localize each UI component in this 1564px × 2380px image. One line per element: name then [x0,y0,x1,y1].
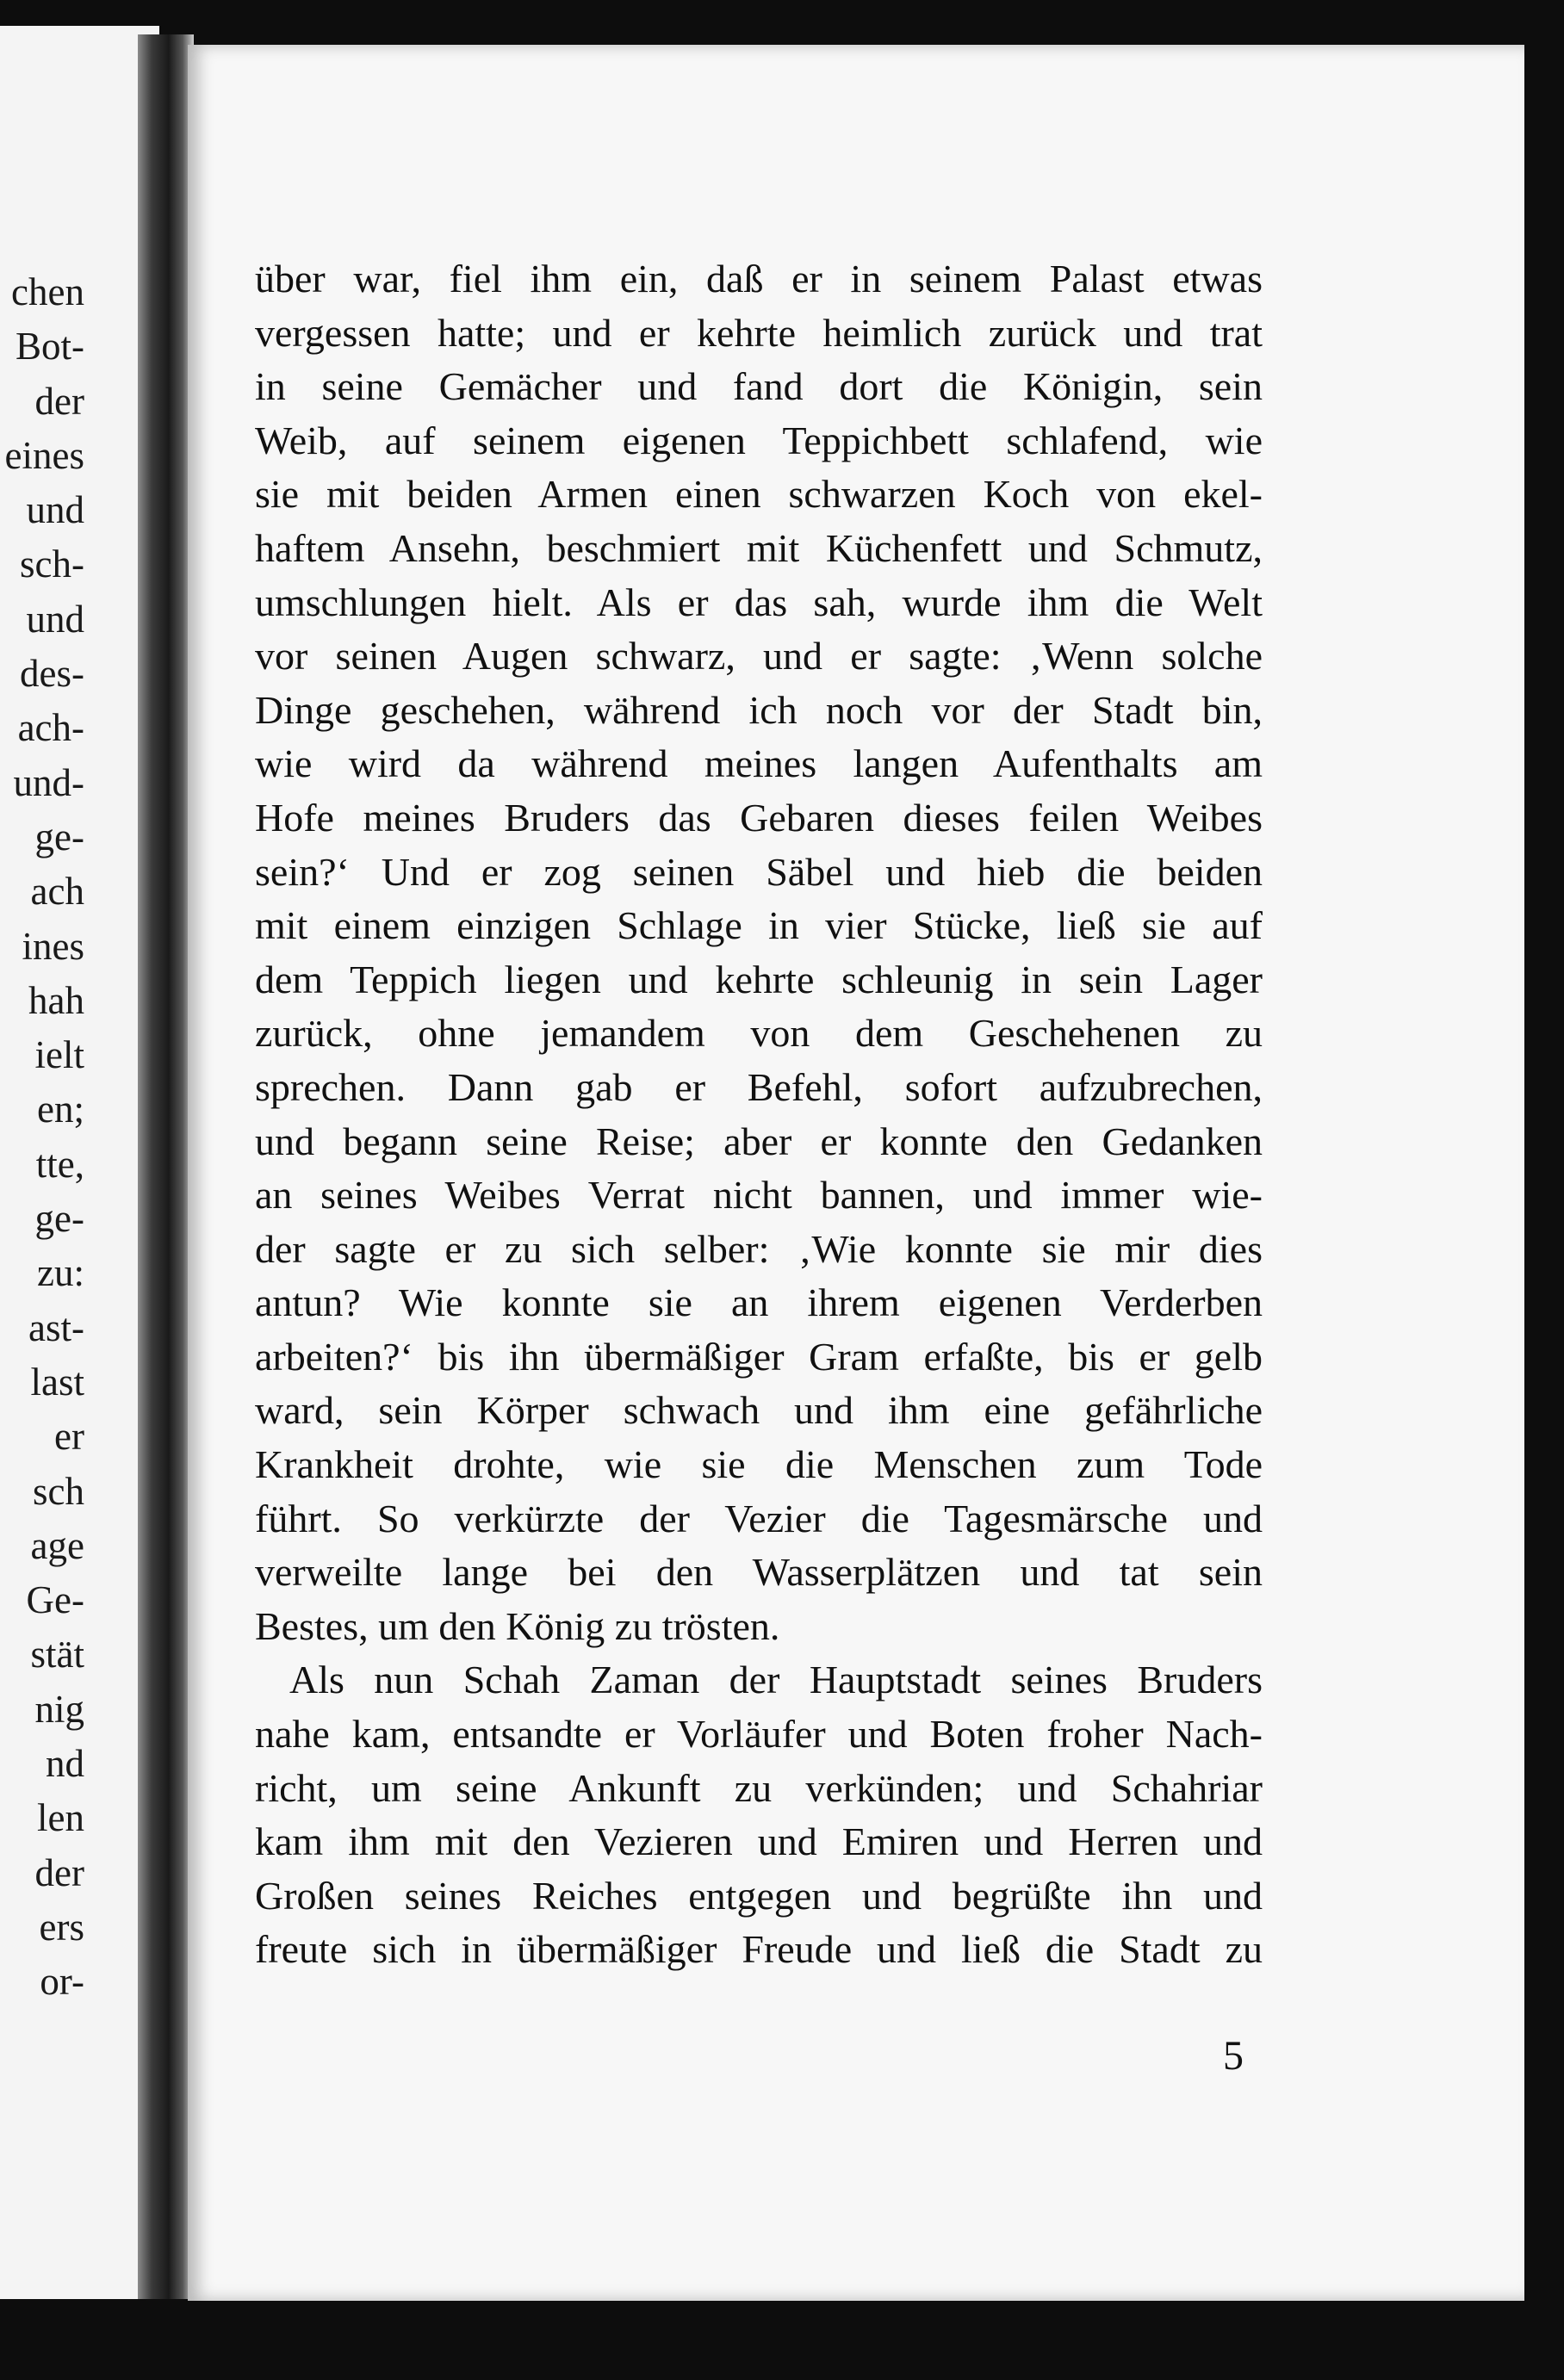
page-body-text [255,252,1263,1977]
text-line: Krankheit drohte, wie sie die Menschen zum Tode [255,1442,1263,1487]
text-line: Als nun Schah Zaman der Hauptstadt seines Bruders [289,1658,1263,1702]
text-line: zurück, ohne jemandem von dem Geschehenen zu [255,1011,1263,1056]
left-page-line: Ge- [26,1578,84,1622]
text-line: und begann seine Reise; aber er konnte den Gedanken [255,1119,1263,1163]
text-line: Großen seines Reiches entgegen und begrüßte ihn und [255,1873,1263,1918]
left-page-line: ielt [34,1033,84,1077]
left-page-line: last [30,1360,84,1404]
left-page-line: ines [22,924,84,968]
text-line: antun? Wie konnte sie an ihrem eigenen Verderben [255,1280,1263,1325]
text-line: an seines Weibes Verrat nicht bannen, und immer wie- [255,1173,1263,1218]
left-page-line: und- [13,760,84,804]
text-line: führt. So verkürzte der Vezier die Tagesmärsche und [255,1496,1263,1540]
text-line: Weib, auf seinem eigenen Teppichbett schlafend, wie [255,418,1263,462]
left-page-line: ers [39,1905,84,1949]
text-line: wie wird da während meines langen Aufenthalts am [255,741,1263,786]
text-line: sein?‘ Und er zog seinen Säbel und hieb die beiden [255,849,1263,894]
text-line: freute sich in übermäßiger Freude und ließ die Stadt zu [255,1927,1263,1972]
left-page-line: der [34,379,84,423]
book-gutter [138,34,194,2299]
left-page-line: er [54,1415,84,1459]
left-page-line: en; [37,1088,84,1131]
text-line: kam ihm mit den Vezieren und Emiren und Herren und [255,1819,1263,1864]
text-line: sprechen. Dann gab er Befehl, sofort aufzubrechen, [255,1064,1263,1109]
text-line: haftem Ansehn, beschmiert mit Küchenfett und Schmutz, [255,525,1263,570]
left-page-line: ge- [34,1197,84,1241]
text-line: richt, um seine Ankunft zu verkünden; und Schahriar [255,1765,1263,1810]
text-line: dem Teppich liegen und kehrte schleunig in sein Lager [255,957,1263,1001]
left-page-line: nig [34,1687,84,1731]
left-page-line: eines [4,433,84,477]
left-page-line: und [26,488,84,532]
left-page-line: sch- [20,542,84,586]
text-line: mit einem einzigen Schlage in vier Stücke, ließ sie auf [255,903,1263,948]
left-page-line: ach- [17,706,84,750]
text-line: sie mit beiden Armen einen schwarzen Koch von ekel- [255,472,1263,517]
left-page-line: zu: [37,1251,84,1295]
left-page-line: ach [30,870,84,914]
left-page-line: ge- [34,815,84,858]
text-line: ward, sein Körper schwach und ihm eine gefährliche [255,1388,1263,1433]
left-page-line: chen [11,270,84,313]
left-page-line: or- [40,1960,84,2004]
text-line: in seine Gemächer und fand dort die Königin, sein [255,364,1263,409]
text-line: verweilte lange bei den Wasserplätzen und tat sein [255,1550,1263,1595]
text-line: Bestes, um den König zu trösten. [255,1603,780,1648]
left-page [0,26,159,2299]
left-page-line: age [30,1523,84,1567]
left-page-line: sch [33,1469,84,1513]
text-line: Hofe meines Bruders das Gebaren dieses feilen Weibes [255,795,1263,840]
left-page-line: ast- [28,1305,84,1349]
left-page-line: des- [20,652,84,696]
left-page-line: und [26,597,84,641]
left-page-line: der [34,1850,84,1894]
left-page-line: nd [46,1742,84,1786]
text-line: umschlungen hielt. Als er das sah, wurde ihm die Welt [255,580,1263,624]
text-line: über war, fiel ihm ein, daß er in seinem Palast etwas [255,257,1263,301]
left-page-line: hah [28,978,84,1022]
text-line: vor seinen Augen schwarz, und er sagte: ‚Wenn solche [255,634,1263,679]
left-page-line: stät [30,1633,84,1677]
text-line: der sagte er zu sich selber: ‚Wie konnte sie mir dies [255,1226,1263,1271]
left-page-line: Bot- [15,325,84,369]
page-number: 5 [1223,2033,1244,2079]
left-page-line: len [37,1796,84,1840]
text-line: nahe kam, entsandte er Vorläufer und Boten froher Nach- [255,1712,1263,1757]
left-page-text [0,265,84,2010]
text-line: vergessen hatte; und er kehrte heimlich zurück und trat [255,310,1263,355]
text-line: Dinge geschehen, während ich noch vor der Stadt bin, [255,687,1263,732]
text-line: arbeiten?‘ bis ihn übermäßiger Gram erfaßte, bis er gelb [255,1334,1263,1379]
left-page-line: tte, [35,1142,84,1186]
